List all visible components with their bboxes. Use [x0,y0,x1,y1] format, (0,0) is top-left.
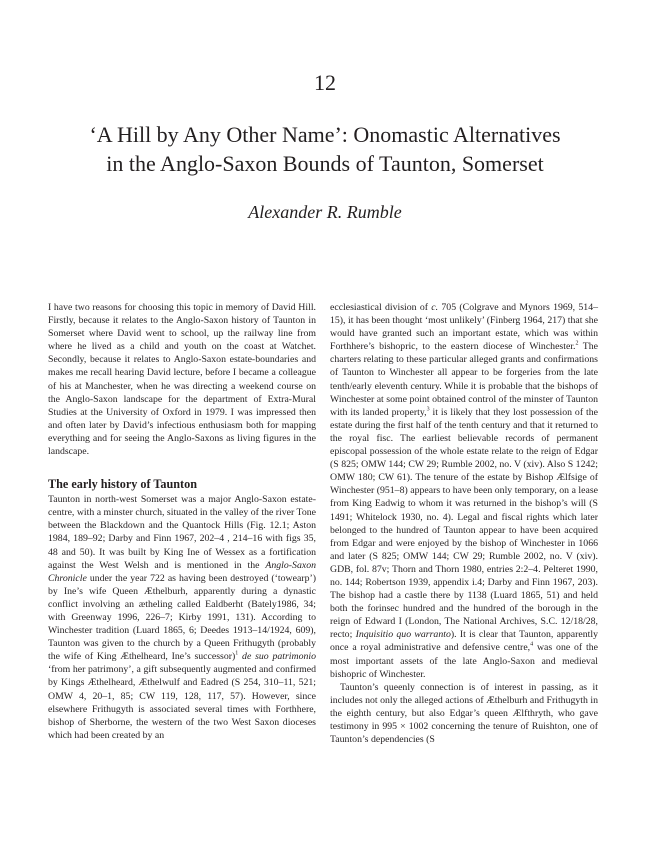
text-run: The charters relating to these particular alleged grants and confirmations of Taunton to Winchester all appear to be forgeries from the late tenth/early eleventh century. While it is probable that the bishops of Winchester at some point obtained control of the minster of Taunton with its landed property, [330,341,598,418]
text-run: 705 (Colgrave and Mynors 1969, 514–15), it has been thought ‘most unlikely’ (Finberg 1964, 217) that she would have granted such an important estate, which was within Forthhere’s bishopric, to the eastern diocese of Winchester. [330,302,598,353]
text-run: Taunton in north-west Somerset was a major Anglo-Saxon estate-centre, with a minster church, situated in the valley of the river Tone between the Blackdown and the Quantock Hills (Fig. 12.1; Aston 1984, 189–92; Darby and Finn 1967, 202–4 , 214–16 with figs 35, 48 and 50). It was built by King Ine of Wessex as a fortification against the West Welsh and is mentioned in the [48,494,316,571]
early-history-paragraph [48,493,316,742]
latin-phrase: de suo patrimonio [238,651,317,663]
queenly-connection-paragraph: Taunton’s queenly connection is of interest in passing, as it includes not only the alleged actions of Æthelburh and Frithugyth in the eighth century, but also Edgar’s queen Ælfthryth, who gave testimony in 995 × 1002 concerning the tenure of Ruishton, one of Taunton’s dependencies (S [330,681,598,746]
continued-paragraph [330,301,598,681]
text-run: ecclesiastical division of [330,302,432,313]
chapter-number: 12 [314,70,336,95]
intro-paragraph: I have two reasons for choosing this topic in memory of David Hill. Firstly, because it relates to the Anglo-Saxon history of Taunton in Somerset where David went to school, up the railway line from where he lived as a child and youth on the coast at Watchet. Secondly, because it relates to Anglo-Saxon estate-boundaries and makes me recall hearing David lecture, before I became a colleague of his at Manchester, when he was directing a weekend course on the Anglo-Saxon landscape for the department of Extra-Mural Studies at the University of Oxford in 1979. I was impressed then and often later by David’s infectious enthusiasm both for mapping everything and for seeing the Anglo-Saxons as living figures in the landscape. [48,302,316,458]
footnote-ref-3[interactable]: 3 [426,406,430,413]
section-heading: The early history of Taunton [48,477,197,492]
footnote-ref-1[interactable]: 1 [235,650,239,657]
text-run: under the year 722 as having been destroyed (‘towearp’) by Ine’s wife Queen Æthelburh, apparently during a dynastic conflict involving an ætheling called Ealdberht (Bately1986, 34; with Greenway 1996, 226–7; Kirby 1991, 131). According to Winchester tradition (Luard 1865, 6; Deedes 1913–14/1924, 609), Taunton was given to the church by a Queen Frithugyth (probably the wife of King Æthelheard, Ine’s successor) [48,572,316,663]
left-column [48,301,316,742]
author-name: Alexander R. Rumble [248,202,402,222]
text-run: ‘from her patrimony’, a gift subsequently augmented and confirmed by Kings Æthelheard, Æthelwulf and Eadred (S 254, 310–11, 521; OMW 4, 20–1, 85; CW 119, 128, 117, 57). However, since elsewhere Frithugyth is associated several times with Forthhere, bishop of Sherborne, the western of the two West Saxon dioceses which had been created by an [48,664,316,741]
circa-abbrev: c. [431,302,439,313]
chapter-title-line-1: ‘A Hill by Any Other Name’: Onomastic Alternatives [89,122,561,147]
text-run: it is likely that they lost possession of the estate during the first half of the tenth century and that it returned to the royal fisc. The earliest believable records of permanent episcopal possession of the whole estate relate to the reign of Edgar (S 825; OMW 144; CW 29; Rumble 2002, no. V (xiv). Also S 1242; OMW 180; CW 61). The tenure of the estate by Bishop Ælfsige of Winchester (951–8) appears to have been only temporary, on a lease from King Eadwig to whom it was returned in the bishop’s will (S 1491; Whitelock 1930, no. 4). Legal and fiscal rights which later belonged to the hundred of Taunton appear to have been acquired from Edgar and were enjoyed by the bishop of Winchester in 1066 and later (S 825; OMW 144; CW 29; Rumble 2002, no. V (xiv). GDB, fol. 87v; Thorn and Thorn 1980, entries 2:2–4. Pelteret 1990, no. 144; Robertson 1939, appendix i.4; Darby and Finn 1967, 203). The bishop had a castle there by 1138 (Luard 1865, 51) and held both the forinsec hundred and the hundred of the borough in the reign of Edward I (London, The National Archives, S.C. 12/18/28, recto; [330,406,598,641]
footnote-ref-2[interactable]: 2 [575,341,579,348]
latin-title: Inquisitio quo warranto [355,629,451,641]
chapter-title [40,120,610,178]
text-run: ). It is clear that Taunton, apparently once a royal administrative and defensive centre, [330,629,598,654]
footnote-ref-4[interactable]: 4 [530,642,534,649]
chapter-title-line-2: in the Anglo-Saxon Bounds of Taunton, Somerset [106,151,544,176]
italic-title: Anglo-Saxon Chronicle [48,559,316,584]
text-run: was one of the most important assets of the late Anglo-Saxon and medieval bishopric of Winchester. [330,642,598,680]
right-column [330,301,598,746]
